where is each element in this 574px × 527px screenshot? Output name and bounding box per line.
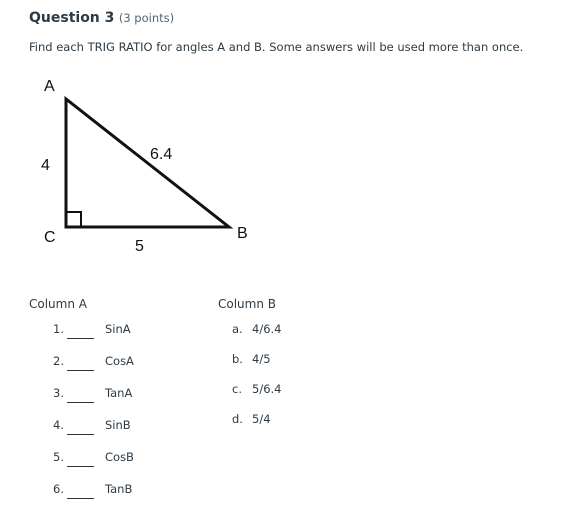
item-number: 3. (53, 386, 64, 400)
option-b (232, 352, 271, 366)
item-ratio: CosB (105, 450, 134, 464)
answer-blank[interactable] (67, 498, 94, 499)
vertex-a-label: A (44, 78, 55, 95)
item-ratio: TanB (105, 482, 133, 496)
option-value: 4/6.4 (252, 322, 282, 336)
triangle-shape (66, 99, 229, 227)
option-value: 5/6.4 (252, 382, 282, 396)
side-cb-label: 5 (135, 238, 144, 255)
side-ab-label: 6.4 (150, 146, 173, 163)
answer-blank[interactable] (67, 402, 94, 403)
option-a (232, 322, 281, 336)
side-ac-label: 4 (41, 157, 50, 174)
item-number: 4. (53, 418, 64, 432)
matching-row (0, 354, 574, 384)
item-ratio: TanA (105, 386, 133, 400)
item-number: 2. (53, 354, 64, 368)
item-number: 6. (53, 482, 64, 496)
column-a-heading: Column A (29, 297, 87, 311)
item-number: 5. (53, 450, 64, 464)
right-angle-marker (66, 212, 81, 227)
answer-blank[interactable] (67, 338, 94, 339)
answer-blank[interactable] (67, 370, 94, 371)
vertex-b-label: B (237, 225, 248, 242)
option-value: 4/5 (252, 352, 271, 366)
matching-row (0, 482, 574, 512)
question-points: (3 points) (118, 11, 175, 25)
option-letter: b. (232, 352, 243, 366)
option-d (232, 412, 271, 426)
option-letter: a. (232, 322, 243, 336)
column-b-heading: Column B (218, 297, 277, 311)
item-ratio: CosA (105, 354, 134, 368)
question-title: Question 3 (29, 10, 115, 26)
answer-blank[interactable] (67, 466, 94, 467)
matching-row (0, 322, 574, 352)
option-value: 5/4 (252, 412, 271, 426)
matching-row (0, 418, 574, 448)
matching-row (0, 450, 574, 480)
item-ratio: SinA (105, 322, 131, 336)
item-ratio: SinB (105, 418, 131, 432)
question-text: Find each TRIG RATIO for angles A and B. Some answers will be used more than once. (29, 40, 524, 54)
item-number: 1. (53, 322, 64, 336)
answer-blank[interactable] (67, 434, 94, 435)
option-letter: c. (232, 382, 242, 396)
option-letter: d. (232, 412, 243, 426)
vertex-c-label: C (44, 229, 56, 246)
option-c (232, 382, 281, 396)
matching-row (0, 386, 574, 416)
